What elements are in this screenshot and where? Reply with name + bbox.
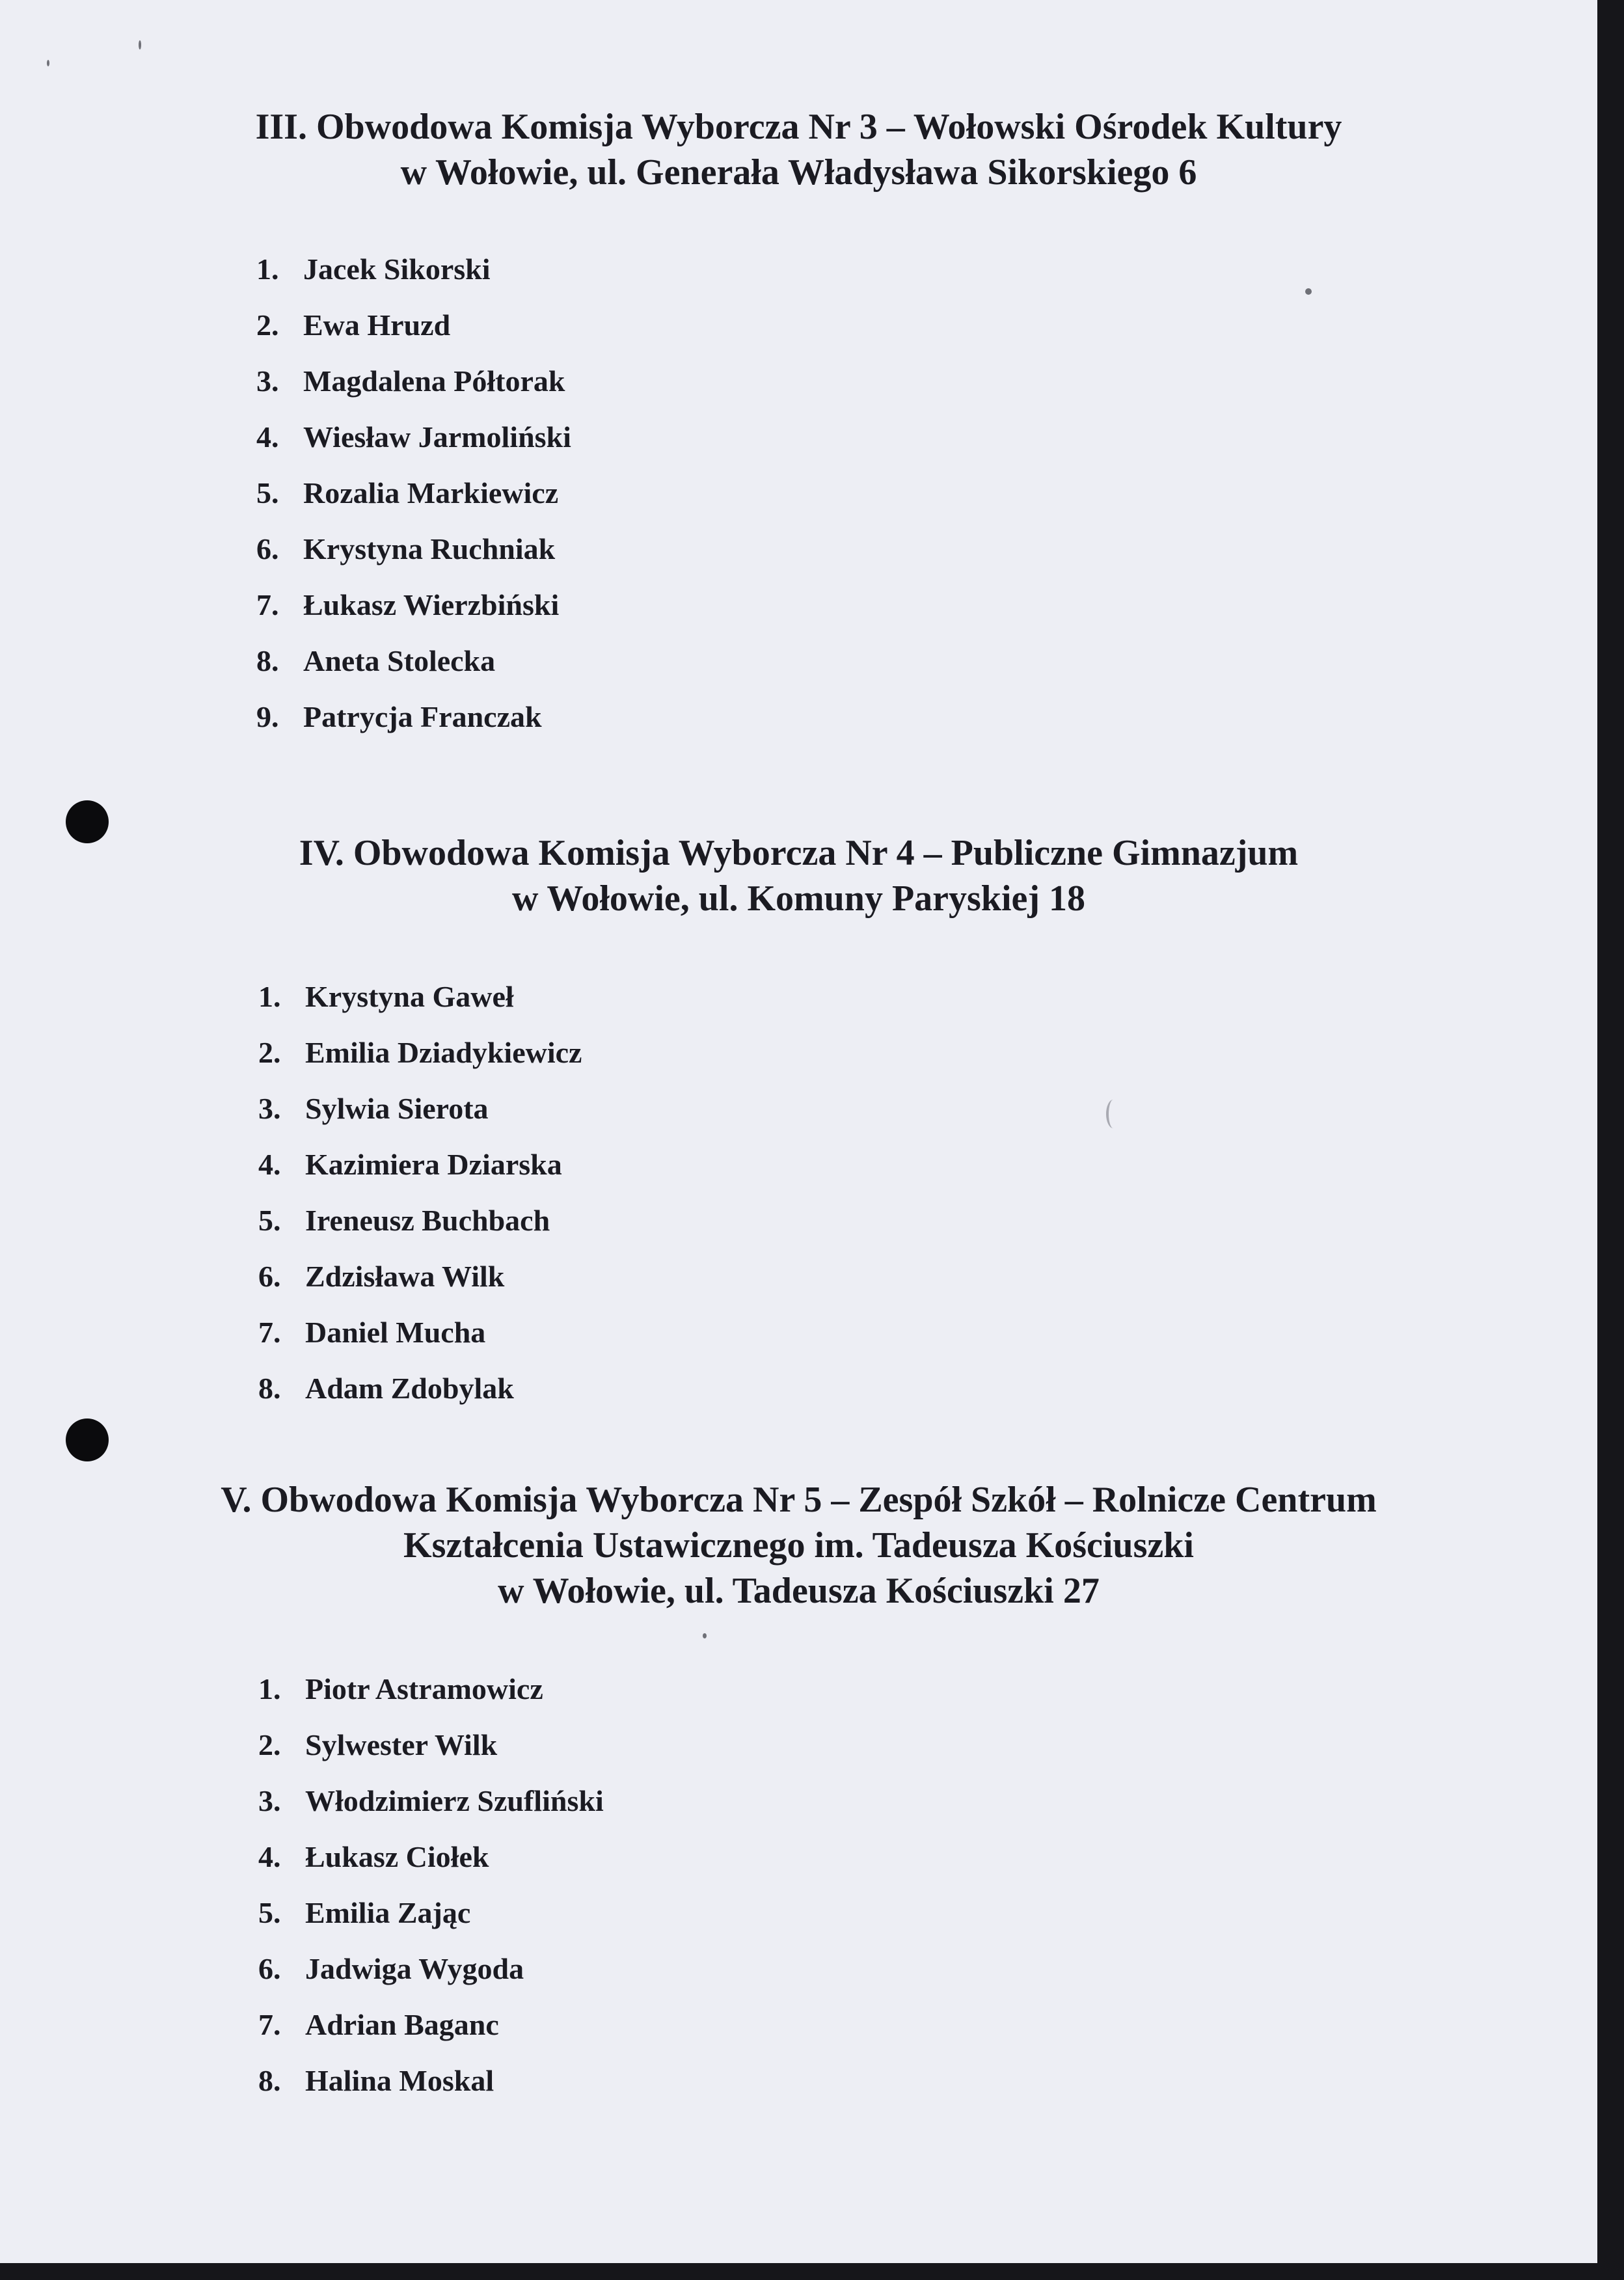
item-number: 1. [256,252,279,286]
list-item [258,1828,604,1884]
member-name: Emilia Dziadykiewicz [305,1035,582,1069]
member-name: Piotr Astramowicz [305,1672,543,1705]
heading-line: III. Obwodowa Komisja Wyborcza Nr 3 – Wołowski Ośrodek Kultury [255,107,1342,147]
list-item [256,688,571,744]
list-item [258,1248,582,1304]
heading-line: Kształcenia Ustawicznego im. Tadeusza Kościuszki [403,1525,1194,1566]
punch-hole [66,1418,109,1461]
scan-speck [1106,1100,1120,1128]
member-name: Magdalena Półtorak [303,364,565,398]
list-item [258,1884,604,1940]
list-item [258,1136,582,1192]
item-number: 4. [256,420,279,454]
member-name: Krystyna Ruchniak [303,532,556,565]
heading-line: w Wołowie, ul. Komuny Paryskiej 18 [511,878,1085,919]
heading-line: V. Obwodowa Komisja Wyborcza Nr 5 – Zespół Szkół – Rolnicze Centrum [221,1480,1377,1520]
item-number: 4. [258,1839,281,1873]
item-number: 8. [258,1371,281,1405]
commission-heading [0,104,1597,195]
list-item [258,1717,604,1772]
member-name: Ewa Hruzd [303,308,451,342]
member-name: Emilia Zając [305,1895,471,1929]
item-number: 6. [258,1951,281,1985]
list-item [256,465,571,521]
scan-speck [1305,288,1312,295]
item-number: 5. [256,476,279,509]
member-name: Patrycja Franczak [303,699,542,733]
scan-speck [47,60,49,66]
heading-line: IV. Obwodowa Komisja Wyborcza Nr 4 – Publiczne Gimnazjum [299,833,1299,873]
item-number: 5. [258,1203,281,1237]
commission-section-5 [0,1477,1597,2097]
member-name: Daniel Mucha [305,1315,486,1349]
list-item [258,1024,582,1080]
item-number: 2. [258,1035,281,1069]
member-name: Włodzimierz Szufliński [305,1784,604,1817]
item-number: 4. [258,1147,281,1181]
scan-speck [703,1633,707,1638]
item-number: 7. [256,588,279,621]
list-item [258,2052,604,2108]
heading-line: w Wołowie, ul. Tadeusza Kościuszki 27 [498,1571,1100,1611]
member-name: Sylwia Sierota [305,1091,489,1125]
item-number: 1. [258,1672,281,1705]
item-number: 2. [256,308,279,342]
member-name: Jadwiga Wygoda [305,1951,524,1985]
item-number: 6. [256,532,279,565]
item-number: 6. [258,1259,281,1293]
member-list [258,1661,604,2108]
heading-line: w Wołowie, ul. Generała Władysława Sikorskiego 6 [400,152,1197,193]
member-list [256,241,571,744]
item-number: 9. [256,699,279,733]
item-number: 7. [258,1315,281,1349]
list-item [256,521,571,577]
member-name: Halina Moskal [305,2063,494,2097]
member-name: Krystyna Gaweł [305,979,514,1013]
member-name: Adam Zdobylak [305,1371,514,1405]
commission-section-3 [0,104,1597,733]
member-name: Łukasz Wierzbiński [303,588,560,621]
list-item [258,1996,604,2052]
item-number: 1. [258,979,281,1013]
list-item [256,632,571,688]
member-name: Kazimiera Dziarska [305,1147,562,1181]
member-name: Łukasz Ciołek [305,1839,489,1873]
member-name: Wiesław Jarmoliński [303,420,571,454]
list-item [258,968,582,1024]
item-number: 2. [258,1728,281,1761]
member-name: Ireneusz Buchbach [305,1203,550,1237]
item-number: 3. [256,364,279,398]
list-item [258,1192,582,1248]
commission-section-4 [0,830,1597,1405]
item-number: 3. [258,1784,281,1817]
member-name: Aneta Stolecka [303,644,496,677]
member-name: Adrian Baganc [305,2007,499,2041]
member-name: Rozalia Markiewicz [303,476,559,509]
list-item [258,1080,582,1136]
item-number: 8. [258,2063,281,2097]
commission-heading [0,1477,1597,1614]
list-item [256,409,571,465]
list-item [258,1661,604,1717]
member-name: Jacek Sikorski [303,252,491,286]
list-item [256,353,571,409]
member-name: Sylwester Wilk [305,1728,498,1761]
member-name: Zdzisława Wilk [305,1259,505,1293]
list-item [258,1940,604,1996]
scan-speck [139,40,141,49]
list-item [258,1304,582,1360]
commission-heading [0,830,1597,921]
item-number: 5. [258,1895,281,1929]
item-number: 7. [258,2007,281,2041]
list-item [256,577,571,632]
item-number: 3. [258,1091,281,1125]
member-list [258,968,582,1416]
item-number: 8. [256,644,279,677]
list-item [256,297,571,353]
list-item [258,1360,582,1416]
list-item [258,1772,604,1828]
list-item [256,241,571,297]
